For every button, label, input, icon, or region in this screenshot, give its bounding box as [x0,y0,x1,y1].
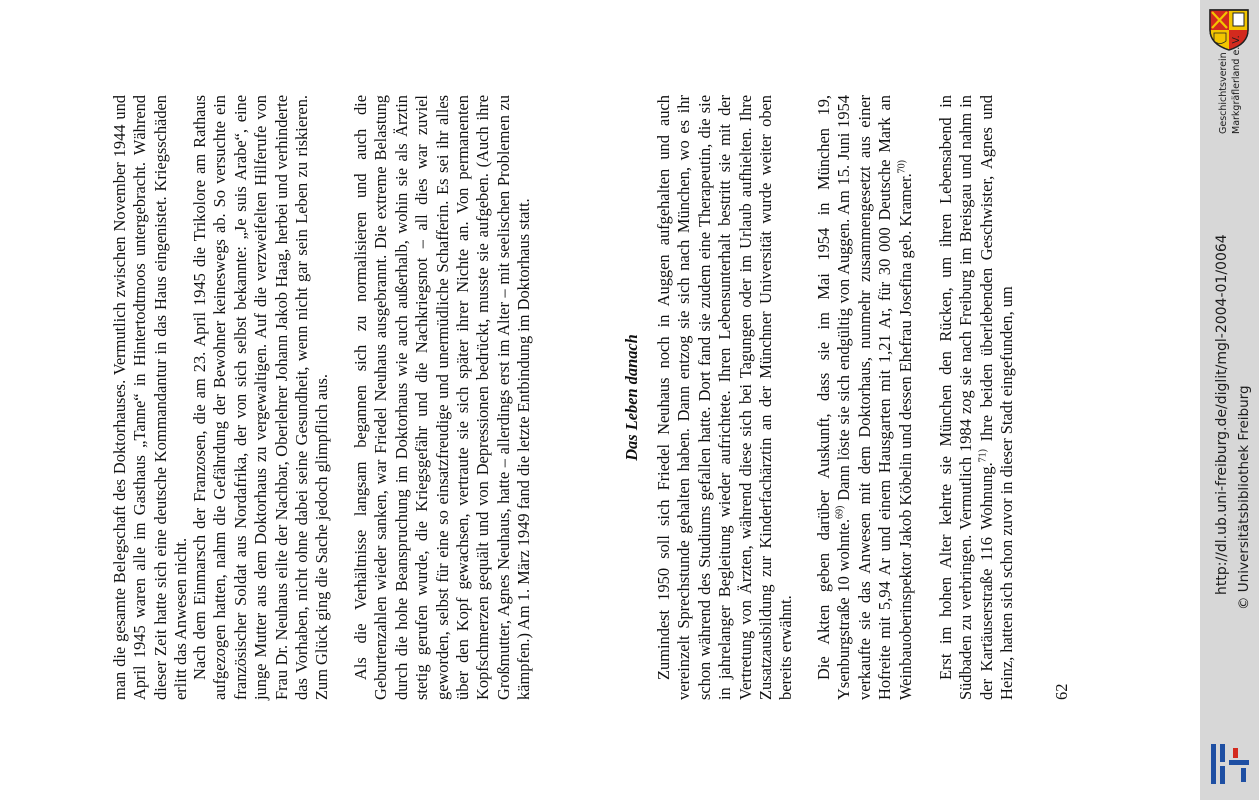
paragraph: Als die Verhältnisse langsam begannen sich zu normalisieren und auch die Geburtenzahlen wieder sanken, war Friedel Neuhaus ausgebrannt. Die extreme Belastung durch die hohe Beanspruchung im Doktorhaus wie auch außerhalb, wohin sie als Ärztin stetig gerufen wurde, die Kriegsgefähr und die Nachkriegsnot – all dies war zuviel geworden, selbst für eine so einsatzfreudige und unermüdliche Schafferin. Es sei ihr alles über den Kopf gewachsen, vertraute sie sich später ihrer Nichte an. Von permanenten Kopfschmerzen gequält und von Depressionen bedrückt, musste sie aufgeben. (Auch ihre Großmutter, Agnes Neuhaus, hatte – allerdings erst im Alter – mit seelischen Problemen zu kämpfen.) Am 1. März 1949 fand die letzte Entbindung im Doktorhaus statt. [351,95,534,700]
footnote-ref: 70) [896,159,908,174]
ub-freiburg-logo-icon[interactable] [1207,742,1253,786]
paragraph-text: Ihre beiden überlebenden Geschwister, Agnes und Heinz, hatten sich schon zuvor in dieser Stadt eingefunden, um [976,94,1017,700]
association-name: Geschichtsverein [1218,52,1229,134]
paragraph [936,95,1018,700]
footnote-ref: 69) [834,505,846,519]
copyright-notice: © Universitätsbibliothek Freiburg [1236,385,1252,610]
paragraph-text: Erst im hohen Alter kehrte sie München den Rücken, um ihren Lebensabend in Südbaden zu verbringen. Vermutlich 1984 zog sie nach Freiburg im Breisgau und nahm in der Kartäuserstraße 116 Wohnung. [936,95,996,700]
paragraph: man die gesamte Belegschaft des Doktorhauses. Vermutlich zwischen November 1944 und April 1945 waren alle im Gasthaus „Tanne“ in Hintertodtmoos untergebracht. Während dieser Zeit hatte sich eine deutsche Kommandantur in das Haus eingenistet. Kriegsschäden erlitt das Anwesen nicht. [110,95,191,700]
source-url-link[interactable]: http://dl.ub.uni-freiburg.de/diglit/mgl-2004-01/0064 [1214,234,1230,595]
paragraph-text: Dann löste sie sich endgültig von Auggen. Am 15. Juni 1954 verkaufte sie das Anwesen mit dem Doktorhaus, nunmehr zusammengesetzt aus einer Hofreite mit 5,94 Ar und einem Hausgarten mit 1,21 Ar, für 30 000 Deutsche Mark an Weinbauoberinspektor Jakob Köbelin und dessen Ehefrau Josefina geb. Kramer. [834,95,915,700]
paragraph: Nach dem Einmarsch der Franzosen, die am 23. April 1945 die Trikolore am Rathaus aufgezogen hatten, nahm die Gefährdung der Bewohner keineswegs ab. So versuchte ein französischer Soldat aus Nordafrika, der von sich selbst bekannte: „Je suis Arabe“, eine junge Mutter aus dem Doktorhaus zu vergewaltigen. Auf die verzweifelten Hilferufe von Frau Dr. Neuhaus eilte der Nachbar, Oberlehrer Johann Jakob Haag, herbei und verhinderte das Vorhaben, nicht ohne dabei seine Gesundheit, wenn nicht gar sein Leben zu riskieren. Zum Glück ging die Sache jedoch glimpflich aus. [190,95,332,700]
association-name: Markgräflerland e. V. [1231,35,1242,134]
coat-of-arms-icon [1204,6,1254,52]
page-number: 62 [1052,683,1071,700]
paragraph [814,95,916,700]
footnote-ref: 71) [977,448,989,463]
paragraph: Zumindest 1950 soll sich Friedel Neuhaus noch in Auggen aufgehalten und auch vereinzelt Sprechstunde gehalten haben. Dann entzog sie sich nach München, wo es ihr schon während des Studiums gefallen hatte. Dort fand sie zudem eine Therapeutin, die sie in jahrelanger Begleitung wieder aufrichtete. Ihren Lebensunterhalt bestritt sie mit der Vertretung von Ärzten, während diese sich bei Tagungen oder im Urlaub aufhielten. Ihre Zusatzausbildung zur Kinderfachärztin an der Münchner Universität wurde weiter oben bereits erwähnt. [654,95,796,700]
section-heading: Das Leben danach [622,334,641,461]
paragraph-text: Die Akten geben darüber Auskunft, dass sie im Mai 1954 in München 19, Ysenburgstraße 10 wohnte. [814,95,854,700]
